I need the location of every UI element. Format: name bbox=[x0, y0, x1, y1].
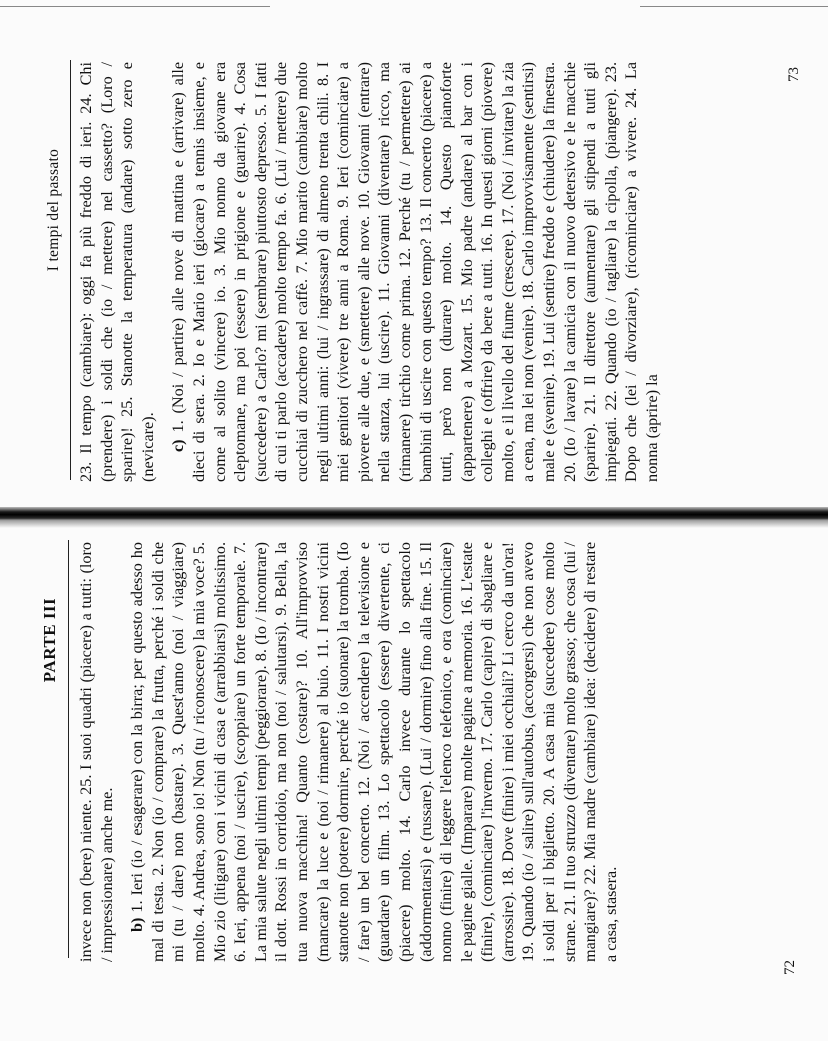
exercise-c-text: 1. (Noi / partire) alle nove di mattina e (arrivare) alle dieci di sera. 2. Io e Mario ieri (giocare) a tennis insieme, e come al solito (vincere) io. 3. Mio nonno da giovane era cleptomane, ma poi (essere) in prigione e (guarire). 4. Cosa (succedere) a Carlo? mi (sembrare) piuttosto depresso. 5. I fatti di cui ti parlo (accadere) molto tempo fa. 6. (Lui / mettere) due cucchiai di zucchero nel caffè. 7. Mio marito (cambiare) molto negli ultimi anni: (lui / ingrassare) di almeno trenta chili. 8. I miei genitori (vivere) tre anni a Roma. 9. Ieri (cominciare) a piovere alle due, e (smettere) alle nove. 10. Giovanni (entrare) nella stanza, lui (uscire). 11. Giovanni (diventare) ricco, ma (rimanere) tirchio come prima. 12. Perché (tu / permettere) ai bambini di uscire con questo tempo? 13. Il concerto (piacere) a tutti, però non (durare) molto. 14. Questo pianoforte (appartenere) a Mozart. 15. Mio padre (andare) al bar con i colleghi e (offrire) da bere a tutti. 16. In questi giorni (piovere) molto, e il livello del fiume (crescere). 17. (Noi / invitare) la zia a cena, ma lei non (venire). 18. Carlo improvvisamente (sentirsi) male e (svenire). 19. Lui (sentire) freddo e (chiudere) la finestra. 20. (Io / lavare) la camicia con il nuovo detersivo e le macchie (sparire). 21. Il direttore (aumentare) gli stipendi a tutti gli impiegati. 22. Quando (io / tagliare) la cipolla, (piangere). 23. Dopo che (lei / divorziare), (ricominciare) a vivere. 24. La nonna (aprire) la bbox=[169, 61, 662, 482]
book-spine bbox=[0, 507, 828, 521]
section-label: c) bbox=[169, 439, 188, 452]
page-number: 72 bbox=[782, 960, 798, 975]
exercise-b-text: 1. Ieri (io / esagerare) con la birra; per questo adesso ho mal di testa. 2. Non (io / comprare) la frutta, perché i soldi che mi (tu / dare) non (bastare). 3. Quest'anno (noi / viaggiare) molto. 4. Andrea, sono io! Non (tu / riconoscere) la mia voce? 5. Mio zio (litigare) con i vicini di casa e (arrabbiarsi) moltissimo. 6. Ieri, appena (noi / uscire), (scoppiare) un forte temporale. 7. La mia salute negli ultimi tempi (peggiorare). 8. (Io / incontrare) il dott. Rossi in corridoio, ma non (noi / salutarsi). 9. Bella, la tua nuova macchina! Quanto (costare)? 10. All'improvviso (mancare) la luce e (noi / rimanere) al buio. 11. I nostri vicini stanotte non (potere) dormire, perché io (suonare) la tromba. (Io / fare) un bel concerto. 12. (Noi / accendere) la televisione e (guardare) un film. 13. Lo spettacolo (essere) divertente, ci (piacere) molto. 14. Carlo invece durante lo spettacolo (addormentarsi) e (russare). (Lui / dormire) fino alla fine. 15. Il nonno (finire) di leggere l'elenco telefonico, e ora (cominciare) le pagine gialle. (Imparare) molte pagine a memoria. 16. L'estate (finire), (cominciare) l'inverno. 17. Carlo (capire) di sbagliare e (arrossire). 18. Dove (finire) i miei occhiali? Li cerco da un'ora! 19. Quando (io / salire) sull'autobus, (accorgersi) che non avevo i soldi per il biglietto. 20. A casa mia (succedere) cose molto strane. 21. Il tuo struzzo (diventare) molto grasso; che cosa (lui / mangiare)? 22. Mia madre (cambiare) idea: (decidere) di restare a casa, stasera. bbox=[128, 542, 620, 962]
header-rule bbox=[68, 540, 69, 958]
crop-line bbox=[0, 6, 270, 7]
carry-over-paragraph: invece non (bere) niente. 25. I suoi quadri (piacere) a tutti: (loro / impressionare) anche me. bbox=[77, 542, 116, 962]
page-number: 73 bbox=[786, 67, 802, 82]
exercise-b-paragraph bbox=[127, 542, 621, 962]
exercise-c-paragraph bbox=[168, 62, 662, 482]
carry-over-paragraph: 23. Il tempo (cambiare): oggi fa più freddo di ieri. 24. Chi (prendere) i soldi che (io / mettere) nel cassetto? (Loro / sparire)! 25. Stanotte la temperatura (andare) sotto zero e (nevicare). bbox=[77, 62, 157, 482]
section-label: b) bbox=[128, 917, 147, 932]
exercise-text-block bbox=[76, 542, 621, 962]
header-rule bbox=[70, 60, 71, 480]
page-running-head: PARTE III bbox=[40, 597, 59, 683]
crop-line bbox=[640, 6, 828, 7]
spine-shadow bbox=[0, 520, 828, 528]
page-running-head: I tempi del passato bbox=[45, 148, 62, 272]
exercise-text-block bbox=[76, 62, 663, 482]
